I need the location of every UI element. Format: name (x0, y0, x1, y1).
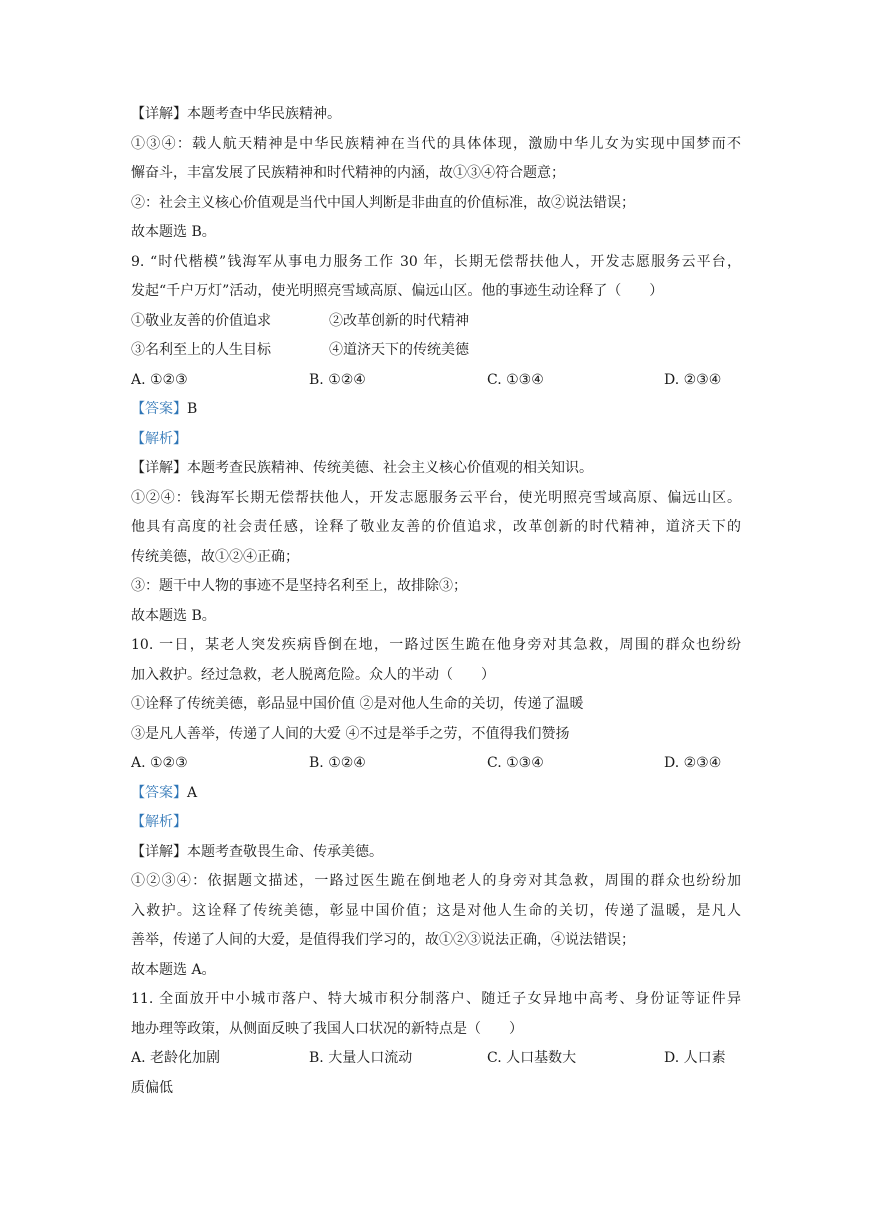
q9-stem-line-1: 9. “时代楷模”钱海军从事电力服务工作 30 年，长期无偿帮扶他人，开发志愿服务云平台， (131, 253, 741, 270)
q9-conclusion: 故本题选 B。 (131, 607, 216, 624)
q9-paragraph-1-line-3: 传统美德，故①②④正确； (131, 548, 299, 565)
q10-item-3: ③是凡人善举，传递了人间的大爱 (131, 725, 341, 742)
q9-paragraph-1-line-2: 他具有高度的社会责任感，诠释了敬业友善的价值追求，改革创新的时代精神，道济天下的 (131, 519, 741, 535)
q8-detail: 【详解】本题考查中华民族精神。 (131, 106, 341, 122)
q10-item-1: ①诠释了传统美德，彰品显中国价值 (131, 696, 355, 712)
q9-option-a: A. ①②③ (131, 371, 188, 388)
q9-items-row-2 (131, 336, 741, 366)
q10-answer (131, 779, 741, 809)
q9-paragraph-1-line-1: ①②④：钱海军长期无偿帮扶他人，开发志愿服务云平台，使光明照亮雪域高原、偏远山区。 (131, 489, 741, 506)
q9-option-c: C. ①③④ (487, 371, 544, 388)
q10-answer-value: A (187, 784, 198, 801)
q10-conclusion: 故本题选 A。 (131, 961, 216, 978)
q11-option-b: B. 大量人口流动 (309, 1050, 413, 1066)
q9-item-2: ②改革创新的时代精神 (329, 312, 469, 329)
q9-item-1: ①敬业友善的价值追求 (131, 312, 271, 329)
q8-paragraph-2: ②：社会主义核心价值观是当代中国人判断是非曲直的价值标准，故②说法错误； (131, 194, 635, 211)
q9-analysis-tag: 【解析】 (131, 430, 187, 447)
q10-paragraph-1-line-3: 善举，传递了人间的大爱，是值得我们学习的，故①②③说法正确，④说法错误； (131, 932, 635, 948)
q11-option-a: A. 老龄化加剧 (131, 1050, 221, 1066)
q9-options (131, 366, 741, 396)
q10-options (131, 749, 741, 779)
q10-item-4: ④不过是举手之劳，不值得我们赞扬 (345, 725, 570, 742)
q8-conclusion: 故本题选 B。 (131, 224, 216, 240)
q10-answer-tag: 【答案】 (131, 784, 187, 801)
q10-option-d: D. ②③④ (664, 755, 722, 771)
q8-paragraph-1-line-2: 懈奋斗，丰富发展了民族精神和时代精神的内涵，故①③④符合题意； (131, 165, 565, 181)
q9-stem-line-2: 发起“千户万灯”活动，使光明照亮雪域高原、偏远山区。他的事迹生动诠释了（ ） (131, 283, 664, 299)
q11-option-d-wrap: 质偏低 (131, 1079, 173, 1096)
page-content (131, 100, 741, 1103)
q11-options (131, 1044, 741, 1074)
q9-answer-tag: 【答案】 (131, 401, 187, 417)
q10-detail: 【详解】本题考查敬畏生命、传承美德。 (131, 843, 383, 860)
q9-items-row-1 (131, 307, 741, 337)
q10-stem-line-1: 10. 一日，某老人突发疾病昏倒在地，一路过医生跪在他身旁对其急救，周围的群众也纷纷 (131, 637, 741, 653)
q10-stem-line-2: 加入救护。经过急救，老人脱离危险。众人的半动（ ） (131, 666, 495, 683)
q9-answer (131, 395, 741, 425)
q9-item-4: ④道济天下的传统美德 (329, 342, 469, 358)
q9-answer-value: B (187, 401, 198, 417)
q8-paragraph-1-line-1: ①③④：载人航天精神是中华民族精神在当代的具体体现，激励中华儿女为实现中国梦而不 (131, 135, 741, 152)
q9-option-d: D. ②③④ (664, 371, 722, 388)
q10-item-2: ②是对他人生命的关切，传递了温暖 (359, 696, 584, 712)
q11-option-d: D. 人口素 (664, 1050, 726, 1066)
q11-option-c: C. 人口基数大 (487, 1050, 577, 1066)
q9-option-b: B. ①②④ (309, 371, 366, 388)
q10-analysis-tag: 【解析】 (131, 814, 187, 830)
q11-stem-line-2: 地办理等政策，从侧面反映了我国人口状况的新特点是（ ） (131, 1020, 523, 1037)
q10-option-b: B. ①②④ (309, 755, 366, 771)
q10-paragraph-1-line-1: ①②③④：依据题文描述，一路过医生跪在倒地老人的身旁对其急救，周围的群众也纷纷加 (131, 873, 741, 889)
q10-items-row-1 (131, 690, 741, 720)
q9-detail: 【详解】本题考查民族精神、传统美德、社会主义核心价值观的相关知识。 (131, 460, 593, 476)
q10-option-a: A. ①②③ (131, 755, 188, 771)
q9-paragraph-2: ③：题干中人物的事迹不是坚持名利至上，故排除③； (131, 578, 467, 594)
q10-items-row-2 (131, 720, 741, 750)
q10-option-c: C. ①③④ (487, 755, 544, 771)
q10-paragraph-1-line-2: 入救护。这诠释了传统美德，彰显中国价值；这是对他人生命的关切，传递了温暖，是凡人 (131, 902, 741, 919)
q11-stem-line-1: 11. 全面放开中小城市落户、特大城市积分制落户、随迁子女异地中高考、身份证等证件异 (131, 991, 741, 1007)
q9-item-3: ③名利至上的人生目标 (131, 342, 271, 358)
